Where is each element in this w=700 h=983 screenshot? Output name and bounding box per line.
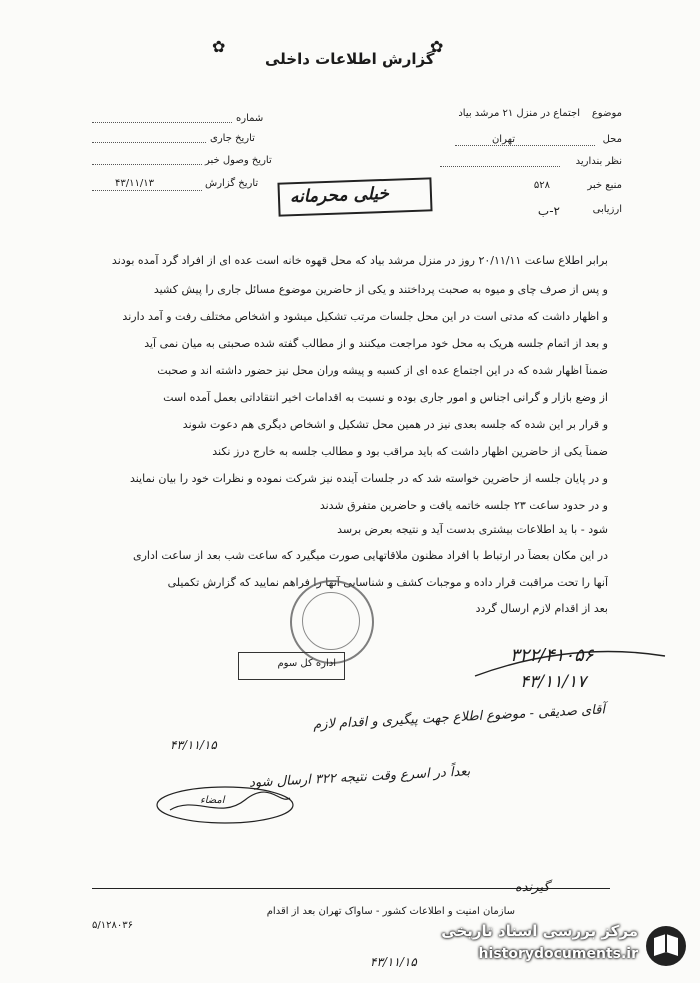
handwritten-date: ۴۳/۱۱/۱۷ bbox=[520, 672, 587, 692]
field-observation-label: نظر بندارید bbox=[575, 156, 622, 167]
office-stamp bbox=[238, 652, 345, 680]
footer-bottom-date: ۴۳/۱۱/۱۵ bbox=[370, 955, 417, 969]
signature-text: امضاء bbox=[200, 795, 225, 806]
handwritten-note-date: ۴۳/۱۱/۱۵ bbox=[170, 738, 217, 752]
body-line: بعد از اقدام لازم ارسال گردد bbox=[475, 602, 608, 615]
field-source-value: ۵۲۸ bbox=[533, 180, 550, 191]
body-line: و بعد از اتمام جلسه هریک به محل خود مراجعت میکنند و از مطالب گفته شده صحبتی به میان نمی آید bbox=[144, 337, 608, 350]
field-location-value: تهران bbox=[491, 134, 515, 145]
classification-stamp bbox=[277, 177, 432, 216]
field-receipt-date-line bbox=[92, 164, 202, 165]
field-current-date-label: تاریخ جاری bbox=[210, 133, 255, 144]
field-subject-label: موضوع bbox=[591, 108, 622, 119]
page-title: گزارش اطلاعات داخلی bbox=[265, 50, 435, 68]
watermark-url: historydocuments.ir bbox=[478, 946, 638, 962]
body-line: در این مکان بعضاً در ارتباط با افراد مظنون ملاقاتهایی صورت میگیرد که ساعت شب بعد از ساعت اداری bbox=[132, 549, 608, 562]
body-line: ضمناً اظهار شده که در این اجتماع عده ای از کسبه و پیشه وران محل نیز حضور داشته اند و صحبت bbox=[157, 364, 608, 377]
classification-stamp-text: خیلی محرمانه bbox=[289, 183, 390, 208]
handwritten-note-1: آقای صدیقی - موضوع اطلاع جهت پیگیری و اقدام لازم bbox=[312, 702, 606, 733]
ornament-right: ✿ bbox=[430, 37, 444, 56]
body-line: و در پایان جلسه از حاضرین خواسته شد که در جلسات آینده نیز شرکت نموده و نظرات خود را بیان نمایند bbox=[129, 472, 608, 485]
field-report-date-label: تاریخ گزارش bbox=[205, 178, 259, 189]
body-line: ضمناً یکی از حاضرین اظهار داشت که باید مراقب بود و مطالب جلسه به خارج درز نکند bbox=[212, 445, 608, 458]
field-number-label: شماره bbox=[236, 113, 264, 124]
office-stamp-text: اداره کل سوم bbox=[277, 658, 336, 669]
watermark bbox=[420, 920, 690, 975]
body-line: شود - با ید اطلاعات بیشتری بدست آید و نتیجه بعرض برسد bbox=[337, 523, 608, 536]
field-report-date-value: ۴۳/۱۱/۱۳ bbox=[115, 178, 154, 189]
body-line: و قرار بر این شده که جلسه بعدی نیز در همین محل تشکیل و اشخاص دیگری هم دعوت شوند bbox=[182, 418, 608, 431]
field-location-label: محل bbox=[602, 134, 622, 145]
field-source-label: منبع خبر bbox=[587, 180, 622, 191]
ornament-left: ✿ bbox=[212, 37, 226, 56]
field-receipt-date-label: تاریخ وصول خبر bbox=[205, 155, 272, 166]
body-line: برابر اطلاع ساعت ۲۰/۱۱/۱۱ روز در منزل مرشد بیاد که محل قهوه خانه است عده ای از افراد گرد آمده بودند bbox=[111, 254, 608, 267]
body-line: از وضع بازار و گرانی اجناس و امور جاری بوده و نسبت به اقدامات اخیر انتقاداتی بعمل آمده است bbox=[163, 391, 608, 404]
field-location-line bbox=[455, 145, 595, 146]
round-seal-inner-ring bbox=[302, 592, 360, 650]
field-current-date-line bbox=[92, 142, 206, 143]
field-evaluation-label: ارزیابی bbox=[592, 204, 622, 215]
handwritten-number: ۳۲۲/۴۱۰۵۶ bbox=[510, 645, 594, 666]
body-line: و پس از صرف چای و میوه به صحبت پرداختند و یکی از حاضرین موضوع مسائل جاری را پیش کشید bbox=[153, 283, 608, 296]
body-line: و در حدود ساعت ۲۳ جلسه خاتمه یافت و حاضرین متفرق شدند bbox=[319, 499, 608, 512]
body-line: و اظهار داشت که مدتی است در این محل جلسات مرتب تشکیل میشود و اشخاص مختلف رفت و آمد دارند bbox=[122, 310, 608, 323]
handwritten-note-2: بعداً در اسرع وقت نتیجه ۳۲۲ ارسال شود bbox=[248, 764, 471, 791]
field-report-date-line bbox=[92, 190, 202, 191]
field-evaluation-value: ۲-ب bbox=[537, 204, 560, 218]
watermark-logo-icon bbox=[644, 924, 688, 968]
field-number-line bbox=[92, 122, 232, 123]
footer-distribution: سازمان امنیت و اطلاعات کشور - ساواک تهران بعد از اقدام bbox=[266, 906, 515, 917]
signature-oval bbox=[150, 780, 300, 830]
body-line: آنها را تحت مراقبت قرار داده و موجبات کشف و شناسایی آنها را فراهم نمایید که گزارش تکمیلی bbox=[167, 576, 608, 589]
footer-code: ۵/۱۲۸۰۳۶ bbox=[92, 920, 133, 931]
field-subject-value: اجتماع در منزل ۲۱ مرشد بیاد bbox=[458, 108, 580, 119]
footer-signature-note: گیرنده bbox=[515, 880, 550, 895]
field-observation-line bbox=[440, 166, 560, 167]
watermark-name: مرکز بررسی اسناد تاریخی bbox=[441, 922, 638, 940]
